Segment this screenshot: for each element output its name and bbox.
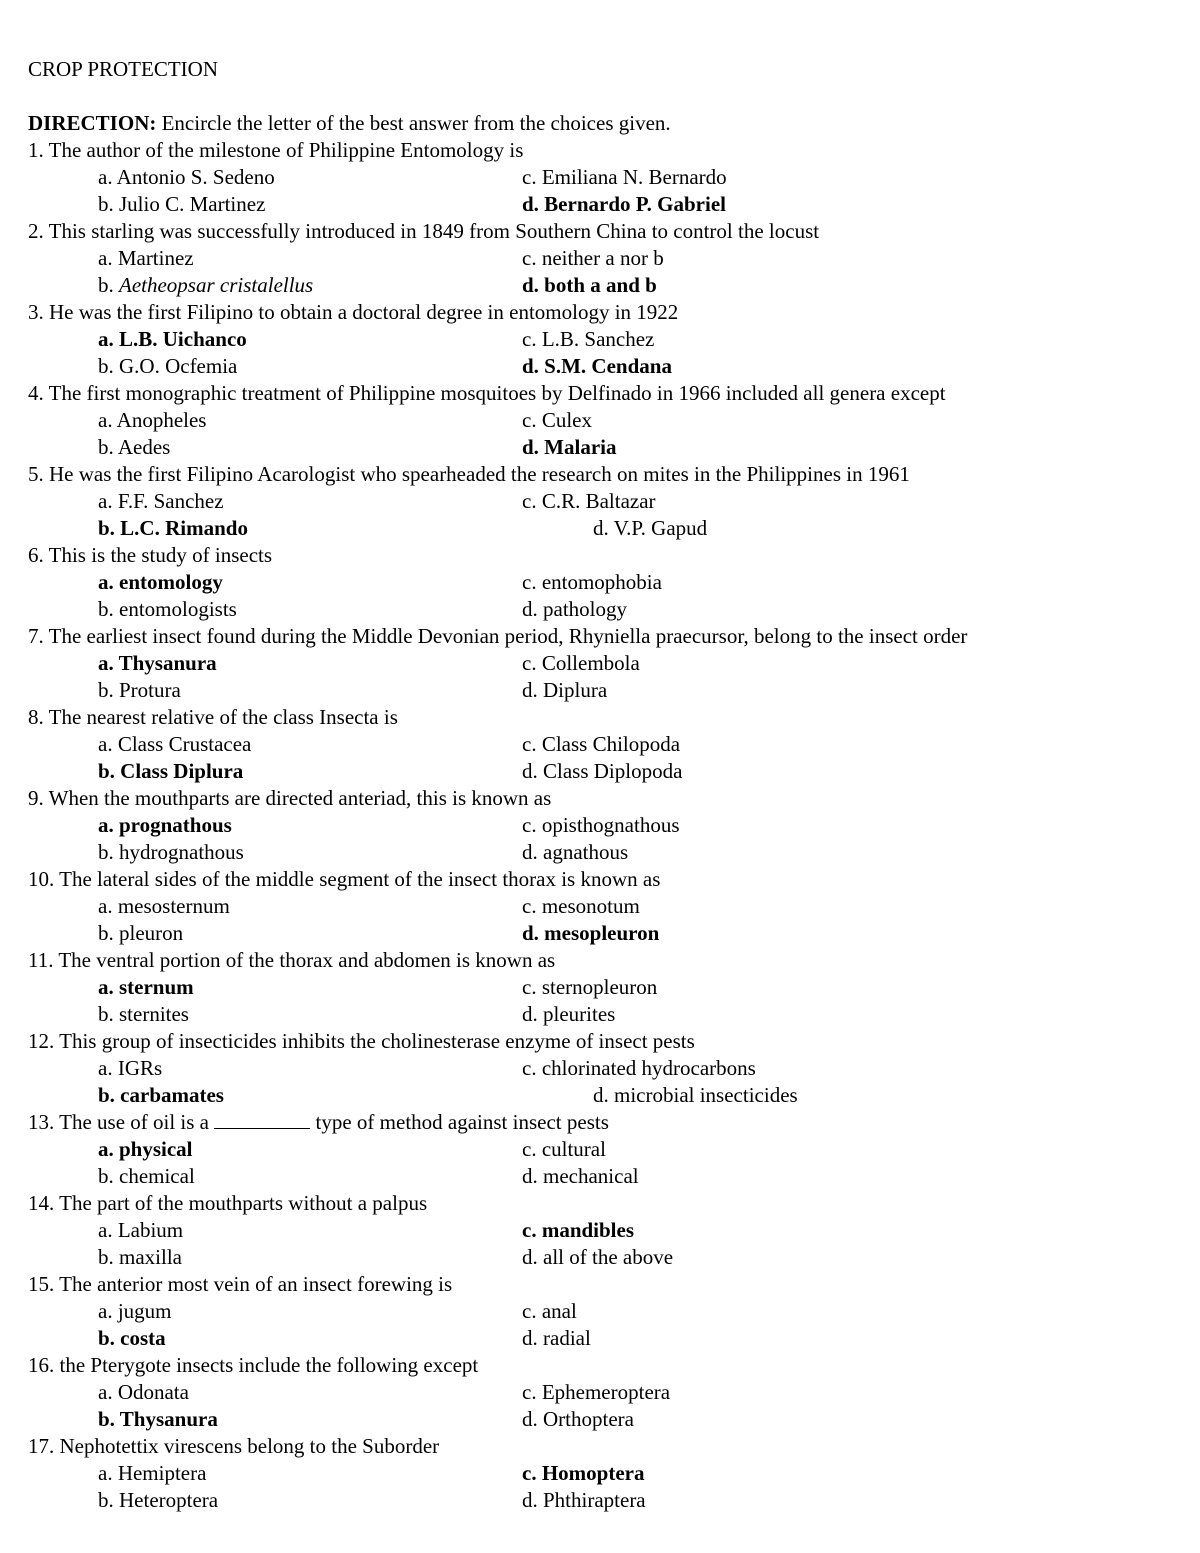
question-17-option-b[interactable]: b. Heteroptera (98, 1488, 219, 1512)
question-12-option-d[interactable]: d. microbial insecticides (593, 1083, 798, 1107)
question-4-row-bd (28, 434, 1178, 461)
question-13-prompt-start: 13. The use of oil is a (28, 1110, 215, 1134)
question-13-option-a[interactable]: a. physical (98, 1137, 193, 1161)
question-7-option-b[interactable]: b. Protura (98, 678, 181, 702)
question-16-row-bd (28, 1406, 1178, 1433)
question-1-row-ac (28, 164, 1178, 191)
question-1-option-d[interactable]: d. Bernardo P. Gabriel (522, 192, 726, 216)
question-14-option-b[interactable]: b. maxilla (98, 1245, 182, 1269)
question-8-option-a[interactable]: a. Class Crustacea (98, 732, 252, 756)
question-17-option-a[interactable]: a. Hemiptera (98, 1461, 207, 1485)
question-7-option-a[interactable]: a. Thysanura (98, 651, 217, 675)
spacer (28, 83, 1178, 110)
directions-text: Encircle the letter of the best answer from the choices given. (156, 111, 671, 135)
question-13-row-bd (28, 1163, 1178, 1190)
question-9-option-d[interactable]: d. agnathous (522, 840, 629, 864)
question-17-option-d[interactable]: d. Phthiraptera (522, 1488, 646, 1512)
question-8-prompt: 8. The nearest relative of the class Insecta is (28, 705, 398, 729)
question-7-row-ac (28, 650, 1178, 677)
question-14-option-a[interactable]: a. Labium (98, 1218, 184, 1242)
question-14-option-c[interactable]: c. mandibles (522, 1218, 635, 1242)
question-3-prompt: 3. He was the first Filipino to obtain a doctoral degree in entomology in 1922 (28, 300, 679, 324)
question-3-option-c[interactable]: c. L.B. Sanchez (522, 327, 655, 351)
question-3-row-ac (28, 326, 1178, 353)
question-8-row-ac (28, 731, 1178, 758)
question-12-row-ac (28, 1055, 1178, 1082)
question-1-prompt: 1. The author of the milestone of Philippine Entomology is (28, 138, 524, 162)
answer-blank (214, 1110, 310, 1129)
question-8-option-d[interactable]: d. Class Diplopoda (522, 759, 683, 783)
question-5-option-a[interactable]: a. F.F. Sanchez (98, 489, 224, 513)
exam-page (28, 56, 1178, 1514)
question-11-option-b[interactable]: b. sternites (98, 1002, 189, 1026)
question-7-option-d[interactable]: d. Diplura (522, 678, 608, 702)
question-8-option-c[interactable]: c. Class Chilopoda (522, 732, 681, 756)
question-4-option-b[interactable]: b. Aedes (98, 435, 171, 459)
question-1-option-a[interactable]: a. Antonio S. Sedeno (98, 165, 275, 189)
question-6-prompt: 6. This is the study of insects (28, 543, 273, 567)
question-11-option-a[interactable]: a. sternum (98, 975, 194, 999)
question-4-option-d[interactable]: d. Malaria (522, 435, 617, 459)
question-12-row-bd (28, 1082, 1178, 1109)
question-6-option-d[interactable]: d. pathology (522, 597, 627, 621)
question-15-option-d[interactable]: d. radial (522, 1326, 591, 1350)
question-16-option-a[interactable]: a. Odonata (98, 1380, 189, 1404)
question-16-prompt: 16. the Pterygote insects include the following except (28, 1353, 479, 1377)
question-5-option-c[interactable]: c. C.R. Baltazar (522, 489, 656, 513)
question-10-row-ac (28, 893, 1178, 920)
question-10-prompt: 10. The lateral sides of the middle segment of the insect thorax is known as (28, 867, 661, 891)
question-11-row-bd (28, 1001, 1178, 1028)
question-2-option-c[interactable]: c. neither a nor b (522, 246, 664, 270)
question-15-prompt: 15. The anterior most vein of an insect forewing is (28, 1272, 453, 1296)
question-6-option-b[interactable]: b. entomologists (98, 597, 237, 621)
question-11-prompt: 11. The ventral portion of the thorax and abdomen is known as (28, 948, 556, 972)
directions (28, 110, 1178, 137)
question-6-option-c[interactable]: c. entomophobia (522, 570, 662, 594)
question-7-prompt: 7. The earliest insect found during the Middle Devonian period, Rhyniella praecursor, belong to the insect order (28, 624, 968, 648)
question-15-row-ac (28, 1298, 1178, 1325)
question-1-option-c[interactable]: c. Emiliana N. Bernardo (522, 165, 727, 189)
question-13-prompt (28, 1109, 1178, 1136)
question-2-option-b-species: Aetheopsar cristalellus (119, 273, 314, 297)
question-9-option-a[interactable]: a. prognathous (98, 813, 232, 837)
question-2-prompt: 2. This starling was successfully introduced in 1849 from Southern China to control the locust (28, 219, 820, 243)
question-5-prompt: 5. He was the first Filipino Acarologist who spearheaded the research on mites in the Philippines in 1961 (28, 462, 910, 486)
question-10-option-c[interactable]: c. mesonotum (522, 894, 640, 918)
question-13-option-b[interactable]: b. chemical (98, 1164, 195, 1188)
page-title: CROP PROTECTION (28, 57, 218, 81)
directions-label: DIRECTION: (28, 111, 157, 135)
question-4-option-c[interactable]: c. Culex (522, 408, 592, 432)
question-2-row-bd (28, 272, 1178, 299)
question-17-prompt: 17. Nephotettix virescens belong to the Suborder (28, 1434, 440, 1458)
question-9-prompt: 9. When the mouthparts are directed anteriad, this is known as (28, 786, 552, 810)
question-6-row-ac (28, 569, 1178, 596)
question-9-row-ac (28, 812, 1178, 839)
question-4-prompt: 4. The first monographic treatment of Philippine mosquitoes by Delfinado in 1966 included all genera except (28, 381, 946, 405)
question-13-option-d[interactable]: d. mechanical (522, 1164, 639, 1188)
question-17-row-ac (28, 1460, 1178, 1487)
question-4-row-ac (28, 407, 1178, 434)
question-10-row-bd (28, 920, 1178, 947)
question-15-option-a[interactable]: a. jugum (98, 1299, 172, 1323)
question-2-option-b[interactable] (98, 272, 313, 299)
question-11-option-d[interactable]: d. pleurites (522, 1002, 616, 1026)
question-1-option-b[interactable]: b. Julio C. Martinez (98, 192, 266, 216)
question-11-option-c[interactable]: c. sternopleuron (522, 975, 658, 999)
question-10-option-d[interactable]: d. mesopleuron (522, 921, 660, 945)
question-12-option-b[interactable]: b. carbamates (98, 1083, 224, 1107)
question-13-row-ac (28, 1136, 1178, 1163)
question-12-prompt: 12. This group of insecticides inhibits the cholinesterase enzyme of insect pests (28, 1029, 695, 1053)
question-14-option-d[interactable]: d. all of the above (522, 1245, 674, 1269)
question-12-option-c[interactable]: c. chlorinated hydrocarbons (522, 1056, 756, 1080)
question-16-option-d[interactable]: d. Orthoptera (522, 1407, 634, 1431)
question-11-row-ac (28, 974, 1178, 1001)
question-16-option-b[interactable]: b. Thysanura (98, 1407, 218, 1431)
question-8-row-bd (28, 758, 1178, 785)
question-13-prompt-end: type of method against insect pests (310, 1110, 609, 1134)
question-12-option-a[interactable]: a. IGRs (98, 1056, 163, 1080)
question-17-row-bd (28, 1487, 1178, 1514)
question-6-option-a[interactable]: a. entomology (98, 570, 223, 594)
question-17-option-c[interactable]: c. Homoptera (522, 1461, 645, 1485)
question-6-row-bd (28, 596, 1178, 623)
question-13-option-c[interactable]: c. cultural (522, 1137, 606, 1161)
question-2-option-a[interactable]: a. Martinez (98, 246, 194, 270)
question-2-row-ac (28, 245, 1178, 272)
question-5-row-ac (28, 488, 1178, 515)
question-15-option-b[interactable]: b. costa (98, 1326, 166, 1350)
question-15-row-bd (28, 1325, 1178, 1352)
question-9-row-bd (28, 839, 1178, 866)
question-3-row-bd (28, 353, 1178, 380)
question-5-option-b[interactable]: b. L.C. Rimando (98, 516, 248, 540)
question-3-option-d[interactable]: d. S.M. Cendana (522, 354, 672, 378)
question-14-prompt: 14. The part of the mouthparts without a palpus (28, 1191, 428, 1215)
question-10-option-b[interactable]: b. pleuron (98, 921, 184, 945)
question-7-option-c[interactable]: c. Collembola (522, 651, 640, 675)
question-3-option-b[interactable]: b. G.O. Ocfemia (98, 354, 238, 378)
question-2-option-b-letter: b. (98, 273, 119, 297)
question-2-option-d[interactable]: d. both a and b (522, 273, 657, 297)
question-9-option-c[interactable]: c. opisthognathous (522, 813, 680, 837)
question-1-row-bd (28, 191, 1178, 218)
question-10-option-a[interactable]: a. mesosternum (98, 894, 230, 918)
question-15-option-c[interactable]: c. anal (522, 1299, 577, 1323)
question-16-option-c[interactable]: c. Ephemeroptera (522, 1380, 671, 1404)
question-4-option-a[interactable]: a. Anopheles (98, 408, 207, 432)
question-14-row-ac (28, 1217, 1178, 1244)
question-9-option-b[interactable]: b. hydrognathous (98, 840, 244, 864)
question-5-row-bd (28, 515, 1178, 542)
question-7-row-bd (28, 677, 1178, 704)
question-5-option-d[interactable]: d. V.P. Gapud (593, 516, 708, 540)
question-3-option-a[interactable]: a. L.B. Uichanco (98, 327, 247, 351)
question-16-row-ac (28, 1379, 1178, 1406)
question-8-option-b[interactable]: b. Class Diplura (98, 759, 244, 783)
question-14-row-bd (28, 1244, 1178, 1271)
